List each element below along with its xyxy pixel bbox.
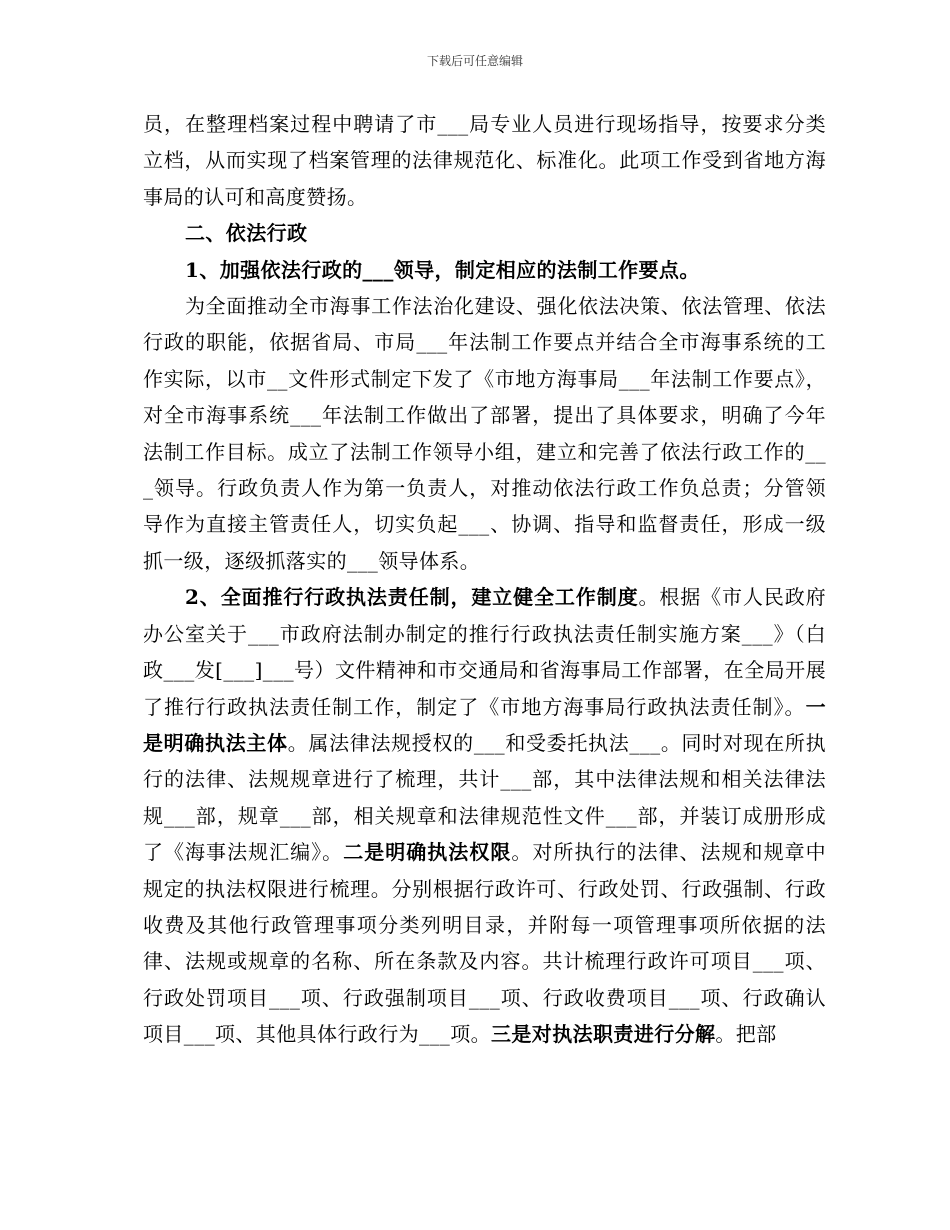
paragraph-legal-work-points: 为全面推动全市海事工作法治化建设、强化依法决策、依法管理、依法行政的职能，依据省局、市局___年法制工作要点并结合全市海事系统的工作实际，以市__文件形式制定下发了《市地方海事局___年法制工作要点》，对全市海事系统___年法制工作做出了部署，提出了具体要求，明确了今年法制工作目标。成立了法制工作领导小组，建立和完善了依法行政工作的___领导。行政负责人作为第一负责人，对推动依法行政工作负总责；分管领导作为直接主管责任人，切实负起___、协调、指导和监督责任，形成一级抓一级，逐级抓落实的___领导体系。 xyxy=(143,294,826,573)
paragraph-text-1: 。根据《市人民政府办公室关于___市政府法制办制定的推行行政执法责任制实施方案___》（白政___发[___]___号）文件精神和市交通局和省海事局工作部署，在全局开展了推行行政执法责任制工作，制定了《市地方海事局行政执法责任制》。 xyxy=(143,585,826,719)
paragraph-archive: 员，在整理档案过程中聘请了市___局专业人员进行现场指导，按要求分类立档，从而实现了档案管理的法律规范化、标准化。此项工作受到省地方海事局的认可和高度赞扬。 xyxy=(143,112,826,209)
section-heading-2: 二、依法行政 xyxy=(185,221,308,246)
subpoint-heading-2: 二是明确执法权限 xyxy=(343,840,512,865)
page-header-note: 下载后可任意编辑 xyxy=(426,54,523,68)
paragraph-text-2: 。属法律法规授权的___和受委托执法___。同时对现在所执行的法律、法规规章进行了梳理，共计___部，其中法律法规和相关法律法规___部，规章___部，相关规章和法律规范性文件___部，并装订成册形成了《海事法规汇编》。 xyxy=(143,730,826,865)
document-body xyxy=(143,106,826,1053)
subpoint-heading-1: 一是明确执法主体 xyxy=(143,694,826,755)
paragraph-text-4: 。把部 xyxy=(715,1022,777,1047)
paragraph-text-3: 。对所执行的法律、法规和规章中规定的执法权限进行梳理。分别根据行政许可、行政处罚、行政强制、行政收费及其他行政管理事项分类列明目录，并附每一项管理事项所依据的法律、法规或规章的名称、所在条款及内容。共计梳理行政许可项目___项、行政处罚项目___项、行政强制项目___项、行政收费项目___项、行政确认项目___项、其他具体行政行为___项。 xyxy=(143,840,827,1047)
item-heading-1: 1、加强依法行政的___领导，制定相应的法制工作要点。 xyxy=(185,257,700,282)
subpoint-heading-3: 三是对执法职责进行分解 xyxy=(491,1022,716,1047)
paragraph-enforcement-responsibility xyxy=(143,579,826,1052)
item-heading-2: 2、全面推行行政执法责任制，建立健全工作制度 xyxy=(185,585,639,610)
